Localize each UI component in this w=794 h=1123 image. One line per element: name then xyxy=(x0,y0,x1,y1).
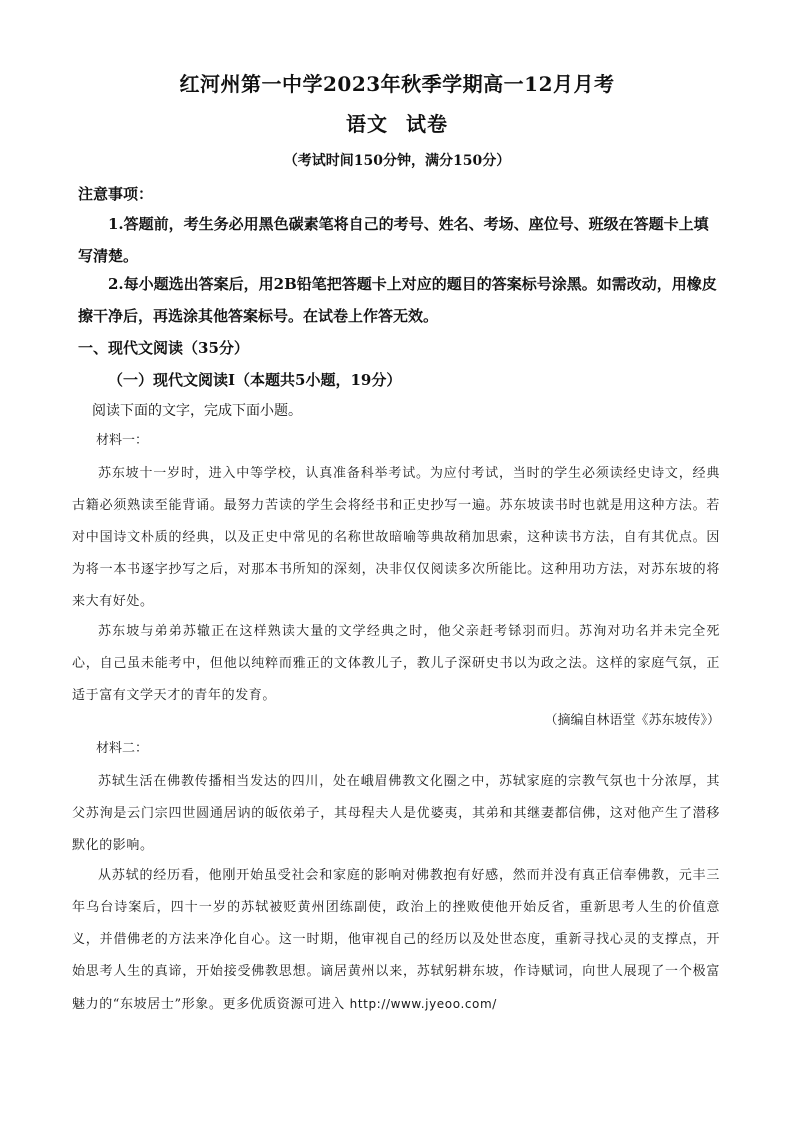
notice-item: 2.每小题选出答案后，用2B铅笔把答题卡上对应的题目的答案标号涂黑。如需改动，用橡皮擦干净后，再选涂其他答案标号。在试卷上作答无效。 xyxy=(78,275,717,325)
exam-meta: （考试时间150分钟，满分150分） xyxy=(283,153,511,169)
subsection-heading: （一）现代文阅读Ⅰ（本题共5小题，19分） xyxy=(108,371,402,389)
material-paragraph: 苏东坡十一岁时，进入中等学校，认真准备科举考试。为应付考试，当时的学生必须读经史诗文，经典古籍必须熟读至能背诵。最努力苦读的学生会将经书和正史抄写一遍。苏东坡读书时也就是用这种方法。若对中国诗文朴质的经典，以及正史中常见的名称世故暗喻等典故稍加思索，这种读书方法，自有其优点。因为将一本书逐字抄写之后，对那本书所知的深刻，决非仅仅阅读多次所能比。这种用功方法，对苏东坡的将来大有好处。 xyxy=(72,466,720,609)
exam-subject xyxy=(0,108,794,137)
section-heading: 一、现代文阅读（35分） xyxy=(78,339,249,357)
notice-item: 1.答题前，考生务必用黑色碳素笔将自己的考号、姓名、考场、座位号、班级在答题卡上填写清楚。 xyxy=(78,215,709,265)
exam-title: 红河州第一中学2023年秋季学期高一12月月考 xyxy=(179,72,615,96)
paper-label: 试卷 xyxy=(406,112,448,136)
material-paragraph: 苏东坡与弟弟苏辙正在这样熟读大量的文学经典之时，他父亲赶考铩羽而归。苏洵对功名并未完全死心，自己虽未能考中，但他以纯粹而雅正的文体教儿子，教儿子深研史书以为政之法。这样的家庭气氛，正适于富有文学天才的青年的发育。 xyxy=(72,624,720,703)
material-source: （摘编自林语堂《苏东坡传》） xyxy=(544,713,720,728)
material-label: 材料二： xyxy=(96,741,149,756)
reading-instruction: 阅读下面的文字，完成下面小题。 xyxy=(92,403,302,419)
material-paragraph-text: 从苏轼的经历看，他刚开始虽受社会和家庭的影响对佛教抱有好感，然而并没有真正信奉佛教，元丰三年乌台诗案后，四十一岁的苏轼被贬黄州团练副使，政治上的挫败使他开始反省，重新思考人生的价值意义，并借佛老的方法来净化自心。这一时期，他审视自己的经历以及处世态度，重新寻找心灵的支撑点，开始思考人生的真谛，开始接受佛教思想。谪居黄州以来，苏轼躬耕东坡，作诗赋词，向世人展现了一个极富魅力的“东坡居士”形象。 xyxy=(72,868,720,1012)
material-paragraph: 苏轼生活在佛教传播相当发达的四川，处在峨眉佛教文化圈之中，苏轼家庭的宗教气氛也十分浓厚，其父苏洵是云门宗四世圆通居讷的皈依弟子，其母程夫人是优婆夷，其弟和其继妻都信佛，这对他产生了潜移默化的影响。 xyxy=(72,774,720,853)
notice-heading: 注意事项： xyxy=(78,185,154,203)
material-label: 材料一： xyxy=(96,433,149,448)
resource-note: 更多优质资源可进入 xyxy=(222,997,345,1012)
subject-label: 语文 xyxy=(346,112,388,136)
resource-link[interactable]: http://www.jyeoo.com/ xyxy=(349,997,497,1011)
material-paragraph xyxy=(72,860,720,1021)
